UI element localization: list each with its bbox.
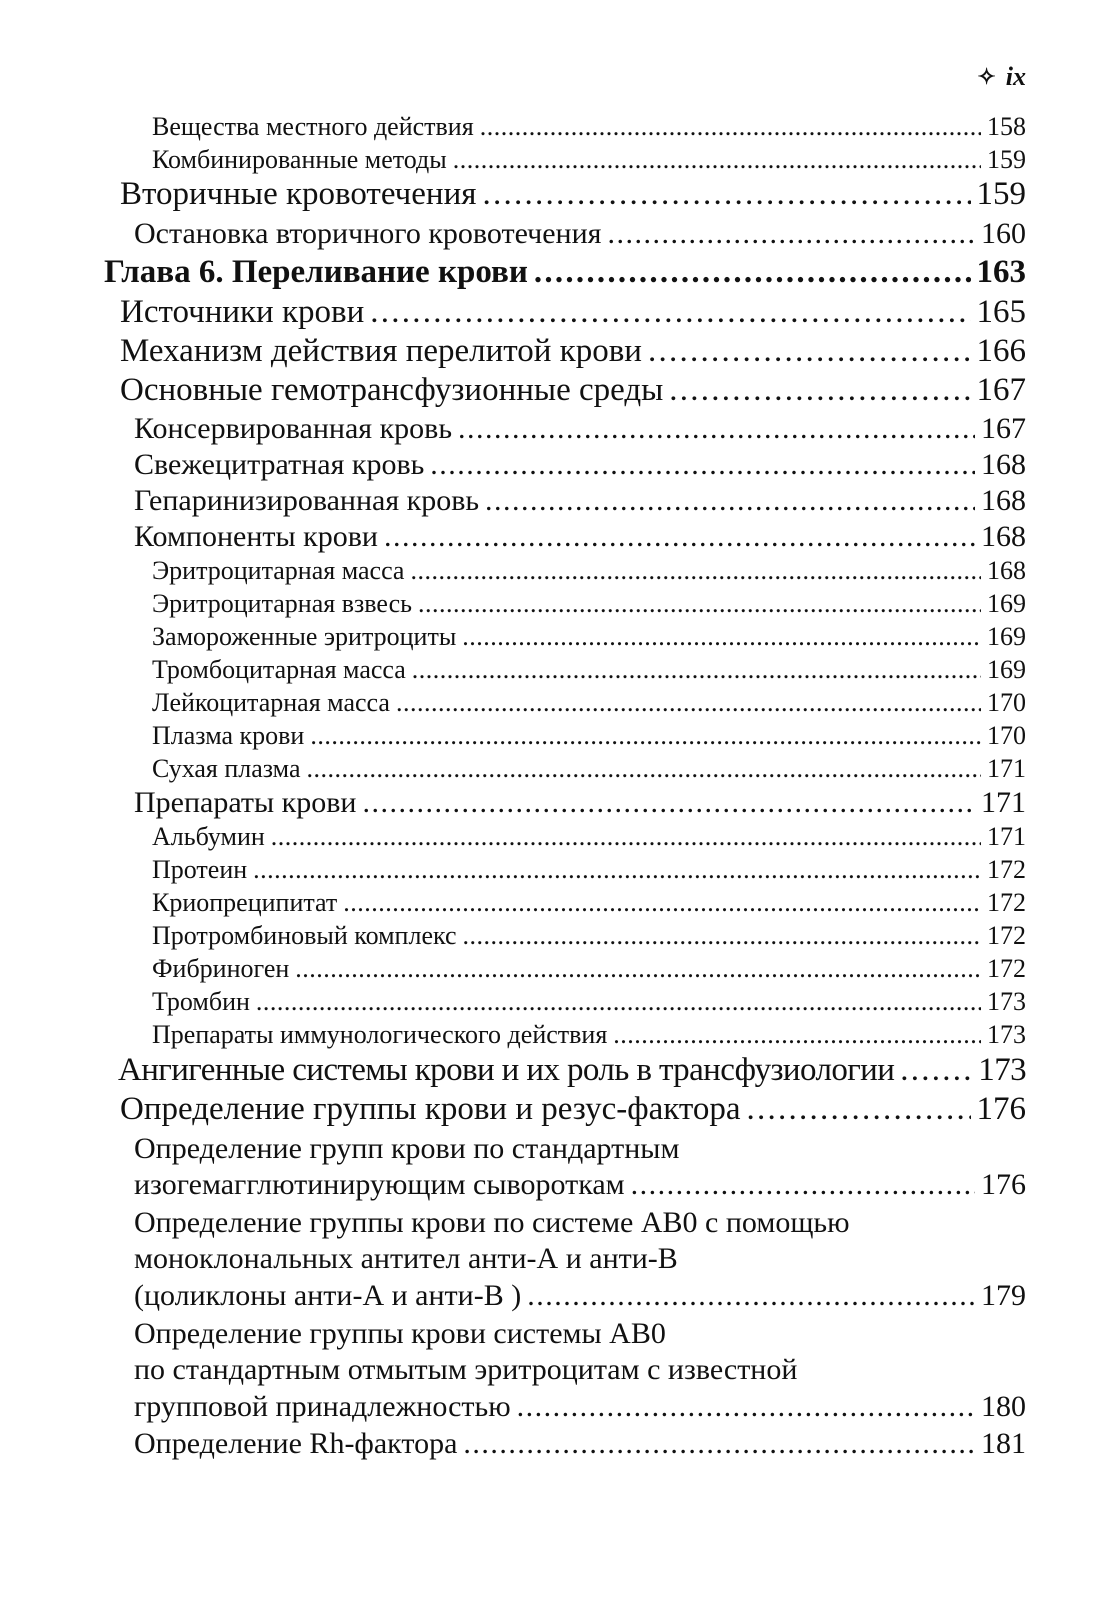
toc-entry-title: Криопреципитат [152,888,338,917]
toc-entry [152,855,1026,885]
toc-entry-page: 173 [987,1020,1026,1049]
toc-entry-page: 168 [987,556,1026,585]
toc-entry [134,520,1026,554]
toc-entry-title: Протромбиновый комплекс [152,921,457,950]
dot-leader [900,1052,972,1089]
toc-entry-title: Компоненты крови [134,520,378,553]
toc-entry [152,688,1026,718]
toc-entry-title: Глава 6. Переливание крови [104,254,528,290]
toc-entry [134,217,1026,251]
toc-entry-page: 179 [981,1279,1026,1312]
toc-entry-page: 176 [976,1091,1026,1127]
toc-entry [134,448,1026,482]
toc-entry-title: Плазма крови [152,721,305,750]
toc-entry-title: Определение Rh-фактора [134,1427,458,1460]
toc-entry-title: Механизм действия перелитой крови [120,333,642,369]
dot-leader [295,954,981,984]
toc-entry-page: 168 [981,484,1026,517]
dot-leader [412,655,981,685]
toc-entry [152,655,1026,685]
dot-leader [343,888,981,918]
toc-entry-page: 168 [981,448,1026,481]
toc-entry [120,333,1026,370]
toc-entry-page: 167 [976,372,1026,408]
toc-entry [152,1020,1026,1050]
toc-entry-page: 172 [987,954,1026,983]
dot-leader [310,721,981,751]
dot-leader [396,688,981,718]
toc-entry-title: Сухая плазма [152,754,301,783]
toc-chapter-entry [104,254,1026,291]
toc-entry [120,1091,1026,1128]
toc-entry [152,589,1026,619]
toc-entry-title: Основные гемотрансфузионные среды [120,372,664,408]
dot-leader [607,217,975,251]
toc-entry-page: 167 [981,412,1026,445]
toc-entry-title: Альбумин [152,822,265,851]
diamond-outline-icon: ✧ [977,64,996,89]
dot-leader [669,372,970,409]
dot-leader [418,589,981,619]
dot-leader [613,1020,981,1050]
toc-entry-page: 168 [981,520,1026,553]
toc-entry-page: 169 [987,655,1026,684]
toc-entry [134,1168,1026,1202]
toc-wrapped-line: Определение группы крови системы АВ0 [134,1317,666,1350]
dot-leader [253,855,981,885]
toc-entry-page: 160 [981,217,1026,250]
toc-entry [152,987,1026,1017]
toc-entry [120,372,1026,409]
dot-leader [307,754,982,784]
dot-leader [747,1091,971,1128]
dot-leader [453,145,981,175]
toc-entry [152,921,1026,951]
toc-entry-title: Вещества местного действия [152,112,474,141]
dot-leader [485,484,975,518]
toc-entry [134,1390,1026,1424]
toc-entry [118,1052,1026,1089]
toc-entry-page: 171 [987,754,1026,783]
toc-entry-page: 173 [987,987,1026,1016]
toc-entry-title: Эритроцитарная масса [152,556,405,585]
toc-entry-title: Гепаринизированная кровь [134,484,480,517]
toc-entry-title: Препараты крови [134,786,357,819]
dot-leader [430,448,975,482]
toc-entry-page: 172 [987,888,1026,917]
dot-leader [410,556,981,586]
toc-entry-title: Фибриноген [152,954,290,983]
toc-wrapped-line: Определение групп крови по стандартным [134,1132,680,1165]
toc-entry-title: Замороженные эритроциты [152,622,457,651]
toc-entry [152,145,1026,175]
toc-entry-page: 170 [987,721,1026,750]
toc-entry-title: Свежецитратная кровь [134,448,425,481]
toc-entry-page: 169 [987,622,1026,651]
toc-entry-title: Вторичные кровотечения [120,176,477,212]
toc-entry [152,112,1026,142]
toc-entry-page: 159 [976,176,1026,212]
toc-entry [152,888,1026,918]
toc-entry-title: изогемагглютинирующим сывороткам [134,1168,625,1201]
dot-leader [256,987,981,1017]
toc-entry-title: Определение группы крови и резус-фактора [120,1091,741,1127]
toc-entry-page: 173 [978,1052,1026,1088]
dot-leader [482,176,970,213]
page-header [977,62,1026,92]
toc-entry [134,484,1026,518]
toc-entry-page: 170 [987,688,1026,717]
toc-entry [134,412,1026,446]
toc-entry [134,786,1026,820]
dot-leader [534,254,971,291]
toc-entry-page: 181 [981,1427,1026,1460]
dot-leader [458,412,975,446]
toc-wrapped-line: моноклональных антител анти-А и анти-В [134,1242,678,1275]
toc-entry-page: 158 [987,112,1026,141]
toc-wrapped-line: Определение группы крови по системе АВ0 с помощью [134,1206,850,1239]
toc-entry [152,721,1026,751]
toc-entry-page: 163 [976,254,1026,290]
toc-entry-title: Препараты иммунологического действия [152,1020,608,1049]
toc-entry-title: групповой принадлежностью [134,1390,511,1423]
toc-entry-page: 165 [976,294,1026,330]
toc-entry [120,294,1026,331]
toc-entry [152,754,1026,784]
toc-entry-title: Тромбин [152,987,250,1016]
toc-entry [152,622,1026,652]
toc-entry-page: 171 [981,786,1026,819]
toc-entry-page: 159 [987,145,1026,174]
dot-leader [463,1427,975,1461]
toc-entry-page: 172 [987,921,1026,950]
dot-leader [527,1279,975,1313]
toc-entry-title: Ангигенные системы крови и их роль в трансфузиологии [118,1052,895,1088]
dot-leader [362,786,975,820]
toc-entry [152,556,1026,586]
toc-entry [120,176,1026,213]
dot-leader [648,333,971,370]
toc-entry-title: Протеин [152,855,248,884]
toc-entry-title: Комбинированные методы [152,145,447,174]
toc-entry-title: Эритроцитарная взвесь [152,589,412,618]
toc-wrapped-line: по стандартным отмытым эритроцитам с известной [134,1353,798,1386]
toc-entry [152,822,1026,852]
dot-leader [463,921,981,951]
dot-leader [271,822,981,852]
toc-entry-title: (цоликлоны анти-А и анти-В ) [134,1279,522,1312]
toc-entry-page: 166 [976,333,1026,369]
toc-entry-page: 169 [987,589,1026,618]
toc-entry [152,954,1026,984]
toc-entry-page: 180 [981,1390,1026,1423]
dot-leader [631,1168,975,1202]
dot-leader [370,294,970,331]
toc-entry-page: 176 [981,1168,1026,1201]
toc-entry-title: Источники крови [120,294,365,330]
toc-entry-page: 172 [987,855,1026,884]
toc-entry-title: Тромбоцитарная масса [152,655,406,684]
toc-entry-page: 171 [987,822,1026,851]
page-number: ix [1005,62,1026,91]
dot-leader [480,112,981,142]
toc-entry-title: Лейкоцитарная масса [152,688,390,717]
dot-leader [462,622,981,652]
dot-leader [384,520,975,554]
toc-entry-title: Остановка вторичного кровотечения [134,217,602,250]
toc-entry-title: Консервированная кровь [134,412,453,445]
toc-entry [134,1279,1026,1313]
toc-entry [134,1427,1026,1461]
dot-leader [517,1390,975,1424]
